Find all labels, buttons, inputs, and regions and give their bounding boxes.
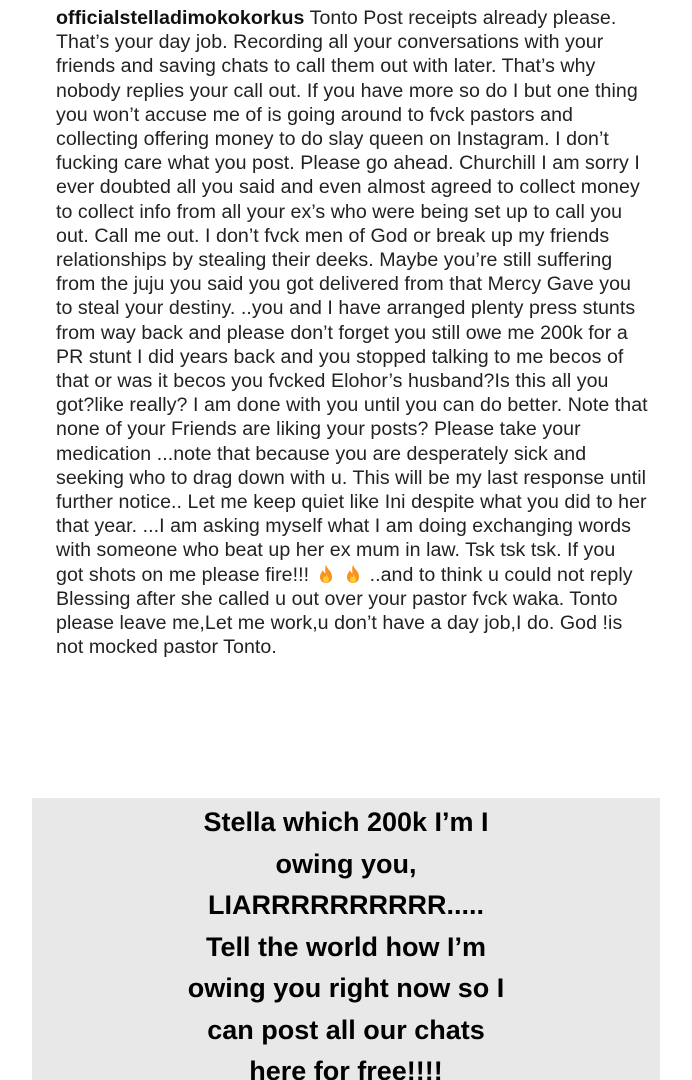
story-reply-panel [32, 798, 660, 1080]
fire-emoji-icon [318, 564, 334, 584]
story-line: Tell the world how I’m [205, 931, 486, 962]
story-line: owing you right now so I [187, 973, 505, 1003]
story-line: can post all our chats [207, 1014, 485, 1045]
story-line: Stella which 200k I’m I [203, 807, 489, 837]
username-link[interactable]: officialstelladimokokorkus [56, 7, 305, 29]
story-line: here for free!!!! [249, 1056, 443, 1080]
caption-text-part1: Tonto Post receipts already please. That’s your day job. Recording all your conversations with your friends and saving chats to call them out with later. That’s why nobody replies your call out. If you have more so do I but one thing you won’t accuse me of is going around to fvck pastors and collecting offering money to do slay queen on Instagram. I don’t fucking care what you post. Please go ahead. Churchill I am sorry I ever doubted all you said and even almost agreed to collect money to collect info from all your ex’s who were being set up to call you out. Call me out. I don’t fvck men of God or break up my friends relationships by stealing their deeks. Maybe you’re still suffering from the juju you said you got delivered from that Mercy Gave you to steal your destiny. ..you and I have arranged plenty press stunts from way back and please don’t forget you still owe me 200k for a PR stunt I did years back and you stopped talking to me becos of that or was it becos you fvcked Elohor’s husband?Is this all you got?like really? I am done with you until you can do better. Note that none of your Friends are liking your posts? Please take your medication ...note that because you are desperately sick and seeking who to drag down with u. This will be my last response until further notice.. Let me keep quiet like Ini despite what you did to her that year. ...I am asking myself what I am doing exchanging words with someone who beat up her ex mum in law. Tsk tsk tsk. If you got shots on me please fire!!! [56, 7, 648, 586]
caption-text-part2: ..and to think u could not reply Blessing after she called u out over your pastor fvck waka. Tonto please leave me,Let me work,u don’t have a day job,I do. God !is not mocked pastor Tonto. [56, 563, 633, 659]
fire-emoji-icon [345, 564, 361, 584]
post-caption [56, 6, 648, 659]
story-line: owing you, [275, 848, 417, 879]
story-text [32, 802, 660, 1080]
story-line: LIARRRRRRRRRR..... [208, 890, 484, 920]
